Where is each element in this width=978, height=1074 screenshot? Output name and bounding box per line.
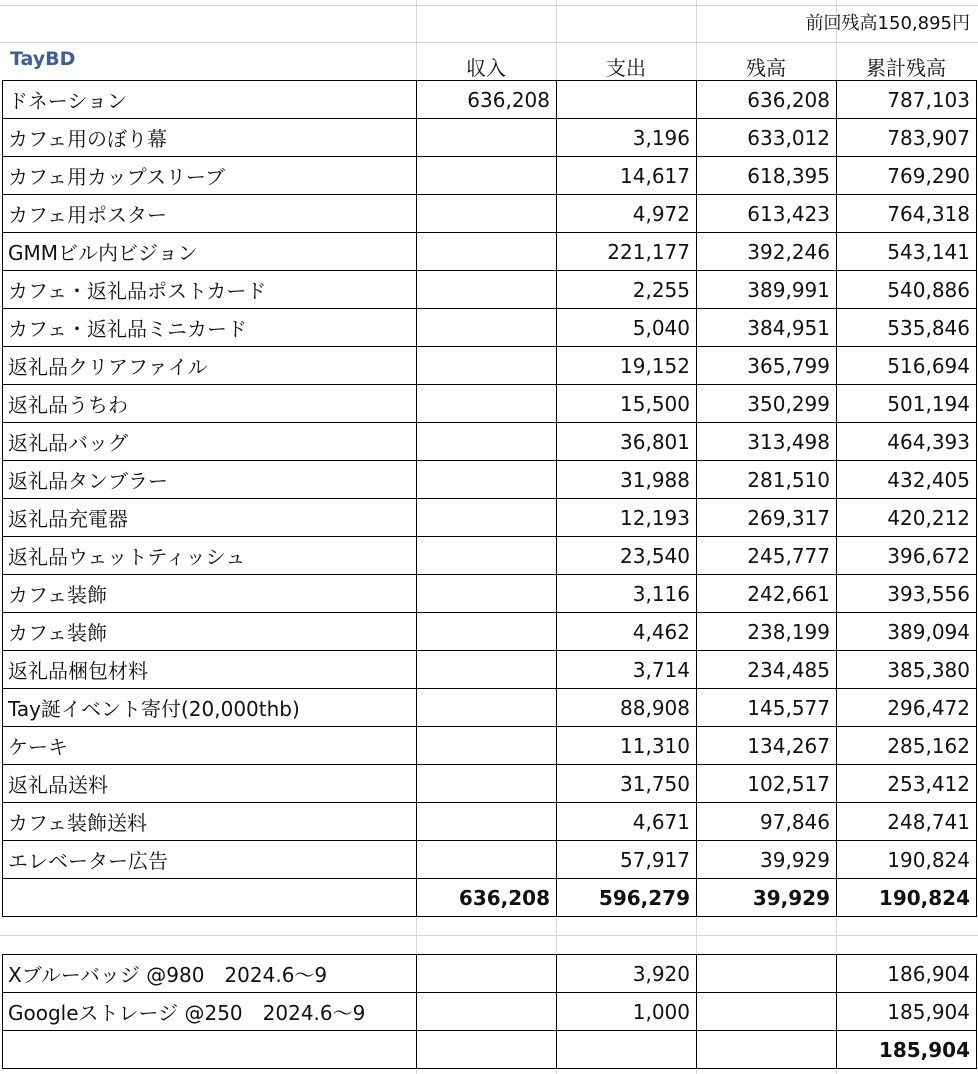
header-expense: 支出 bbox=[606, 56, 646, 80]
balance-cell: 281,510 bbox=[697, 461, 837, 499]
item-cell: カフェ用のぼり幕 bbox=[3, 119, 417, 157]
table-row bbox=[3, 499, 977, 537]
sheet-name: TayBD bbox=[10, 48, 76, 70]
item-cell: 返礼品梱包材料 bbox=[3, 651, 417, 689]
item-cell: 返礼品充電器 bbox=[3, 499, 417, 537]
table-row bbox=[3, 689, 977, 727]
income-cell bbox=[417, 385, 557, 423]
cumulative-cell: 186,904 bbox=[837, 955, 977, 993]
item-cell: 返礼品送料 bbox=[3, 765, 417, 803]
income-cell bbox=[417, 841, 557, 879]
expense-cell: 1,000 bbox=[557, 993, 697, 1031]
subscription-row bbox=[3, 955, 977, 993]
income-cell bbox=[417, 537, 557, 575]
cumulative-cell: 285,162 bbox=[837, 727, 977, 765]
empty-cell bbox=[697, 1031, 837, 1069]
item-cell: Tay誕イベント寄付(20,000thb) bbox=[3, 689, 417, 727]
total-balance: 39,929 bbox=[697, 879, 837, 917]
item-cell: エレベーター広告 bbox=[3, 841, 417, 879]
cumulative-cell: 393,556 bbox=[837, 575, 977, 613]
balance-cell: 365,799 bbox=[697, 347, 837, 385]
total-cumulative: 190,824 bbox=[837, 879, 977, 917]
cumulative-cell: 769,290 bbox=[837, 157, 977, 195]
empty-cell bbox=[417, 1031, 557, 1069]
balance-cell: 392,246 bbox=[697, 233, 837, 271]
expense-cell: 4,671 bbox=[557, 803, 697, 841]
cumulative-cell: 535,846 bbox=[837, 309, 977, 347]
expense-cell bbox=[557, 81, 697, 119]
balance-cell: 613,423 bbox=[697, 195, 837, 233]
table-row bbox=[3, 157, 977, 195]
table-row bbox=[3, 841, 977, 879]
expense-cell: 31,750 bbox=[557, 765, 697, 803]
table-row bbox=[3, 195, 977, 233]
cumulative-cell: 432,405 bbox=[837, 461, 977, 499]
header-cumulative: 累計残高 bbox=[866, 56, 946, 80]
cumulative-cell: 389,094 bbox=[837, 613, 977, 651]
empty-cell bbox=[557, 1031, 697, 1069]
expense-cell: 4,972 bbox=[557, 195, 697, 233]
expense-cell: 23,540 bbox=[557, 537, 697, 575]
table-row bbox=[3, 575, 977, 613]
cumulative-cell: 543,141 bbox=[837, 233, 977, 271]
expense-cell: 12,193 bbox=[557, 499, 697, 537]
cumulative-cell: 253,412 bbox=[837, 765, 977, 803]
balance-cell: 384,951 bbox=[697, 309, 837, 347]
item-cell: カフェ装飾送料 bbox=[3, 803, 417, 841]
income-cell bbox=[417, 689, 557, 727]
expense-cell: 11,310 bbox=[557, 727, 697, 765]
cumulative-cell: 783,907 bbox=[837, 119, 977, 157]
expense-cell: 3,116 bbox=[557, 575, 697, 613]
cumulative-cell: 764,318 bbox=[837, 195, 977, 233]
expense-cell: 4,462 bbox=[557, 613, 697, 651]
expense-cell: 3,714 bbox=[557, 651, 697, 689]
balance-cell bbox=[697, 993, 837, 1031]
income-cell bbox=[417, 423, 557, 461]
income-cell bbox=[417, 613, 557, 651]
balance-cell: 245,777 bbox=[697, 537, 837, 575]
cumulative-cell: 787,103 bbox=[837, 81, 977, 119]
income-cell bbox=[417, 195, 557, 233]
expense-cell: 3,196 bbox=[557, 119, 697, 157]
balance-cell: 633,012 bbox=[697, 119, 837, 157]
balance-cell: 313,498 bbox=[697, 423, 837, 461]
income-cell bbox=[417, 461, 557, 499]
income-cell bbox=[417, 575, 557, 613]
table-row bbox=[3, 613, 977, 651]
expense-cell: 221,177 bbox=[557, 233, 697, 271]
previous-balance: 前回残高150,895円 bbox=[805, 13, 970, 34]
item-cell: Googleストレージ @250 2024.6〜9 bbox=[3, 993, 417, 1031]
item-cell: カフェ装飾 bbox=[3, 613, 417, 651]
income-cell bbox=[417, 499, 557, 537]
final-total: 185,904 bbox=[837, 1031, 977, 1069]
item-cell: Xブルーバッジ @980 2024.6〜9 bbox=[3, 955, 417, 993]
cumulative-cell: 501,194 bbox=[837, 385, 977, 423]
income-cell bbox=[417, 993, 557, 1031]
gridline bbox=[0, 935, 978, 936]
item-cell: 返礼品バッグ bbox=[3, 423, 417, 461]
balance-cell: 145,577 bbox=[697, 689, 837, 727]
table-row bbox=[3, 309, 977, 347]
item-cell: カフェ用ポスター bbox=[3, 195, 417, 233]
income-cell bbox=[417, 803, 557, 841]
income-cell: 636,208 bbox=[417, 81, 557, 119]
cumulative-cell: 396,672 bbox=[837, 537, 977, 575]
balance-cell: 39,929 bbox=[697, 841, 837, 879]
empty-cell bbox=[3, 1031, 417, 1069]
balance-cell: 234,485 bbox=[697, 651, 837, 689]
header-income: 収入 bbox=[466, 56, 506, 80]
table-row bbox=[3, 119, 977, 157]
cumulative-cell: 516,694 bbox=[837, 347, 977, 385]
income-cell bbox=[417, 233, 557, 271]
table-row bbox=[3, 803, 977, 841]
total-income: 636,208 bbox=[417, 879, 557, 917]
balance-cell: 389,991 bbox=[697, 271, 837, 309]
cumulative-cell: 185,904 bbox=[837, 993, 977, 1031]
item-cell: ドネーション bbox=[3, 81, 417, 119]
expense-cell: 88,908 bbox=[557, 689, 697, 727]
income-cell bbox=[417, 651, 557, 689]
income-cell bbox=[417, 727, 557, 765]
cumulative-cell: 190,824 bbox=[837, 841, 977, 879]
cumulative-cell: 248,741 bbox=[837, 803, 977, 841]
table-row bbox=[3, 423, 977, 461]
income-cell bbox=[417, 157, 557, 195]
final-total-row bbox=[3, 1031, 977, 1069]
table-row bbox=[3, 81, 977, 119]
expense-table-body bbox=[3, 81, 977, 917]
item-cell: 返礼品クリアファイル bbox=[3, 347, 417, 385]
subscription-table bbox=[2, 954, 977, 1069]
balance-cell: 350,299 bbox=[697, 385, 837, 423]
subscription-row bbox=[3, 993, 977, 1031]
balance-cell bbox=[697, 955, 837, 993]
balance-cell: 102,517 bbox=[697, 765, 837, 803]
table-row bbox=[3, 347, 977, 385]
cumulative-cell: 420,212 bbox=[837, 499, 977, 537]
expense-cell: 15,500 bbox=[557, 385, 697, 423]
balance-cell: 618,395 bbox=[697, 157, 837, 195]
balance-cell: 238,199 bbox=[697, 613, 837, 651]
subscription-table-body bbox=[3, 955, 977, 1069]
table-row bbox=[3, 537, 977, 575]
table-row bbox=[3, 765, 977, 803]
balance-cell: 269,317 bbox=[697, 499, 837, 537]
expense-cell: 19,152 bbox=[557, 347, 697, 385]
item-cell: カフェ・返礼品ポストカード bbox=[3, 271, 417, 309]
table-row bbox=[3, 271, 977, 309]
item-cell: GMMビル内ビジョン bbox=[3, 233, 417, 271]
balance-cell: 636,208 bbox=[697, 81, 837, 119]
balance-cell: 97,846 bbox=[697, 803, 837, 841]
expense-table bbox=[2, 80, 977, 917]
cumulative-cell: 540,886 bbox=[837, 271, 977, 309]
table-row bbox=[3, 651, 977, 689]
income-cell bbox=[417, 119, 557, 157]
expense-cell: 57,917 bbox=[557, 841, 697, 879]
item-cell: ケーキ bbox=[3, 727, 417, 765]
item-cell: カフェ装飾 bbox=[3, 575, 417, 613]
income-cell bbox=[417, 271, 557, 309]
expense-cell: 36,801 bbox=[557, 423, 697, 461]
income-cell bbox=[417, 309, 557, 347]
item-cell: 返礼品うちわ bbox=[3, 385, 417, 423]
expense-cell: 5,040 bbox=[557, 309, 697, 347]
item-cell: 返礼品ウェットティッシュ bbox=[3, 537, 417, 575]
expense-cell: 31,988 bbox=[557, 461, 697, 499]
expense-cell: 14,617 bbox=[557, 157, 697, 195]
income-cell bbox=[417, 955, 557, 993]
cumulative-cell: 464,393 bbox=[837, 423, 977, 461]
balance-cell: 134,267 bbox=[697, 727, 837, 765]
header-balance: 残高 bbox=[746, 56, 786, 80]
totals-row bbox=[3, 879, 977, 917]
cumulative-cell: 385,380 bbox=[837, 651, 977, 689]
cumulative-cell: 296,472 bbox=[837, 689, 977, 727]
table-row bbox=[3, 727, 977, 765]
expense-cell: 2,255 bbox=[557, 271, 697, 309]
item-cell: 返礼品タンブラー bbox=[3, 461, 417, 499]
total-expense: 596,279 bbox=[557, 879, 697, 917]
totals-label-cell bbox=[3, 879, 417, 917]
item-cell: カフェ用カップスリーブ bbox=[3, 157, 417, 195]
table-row bbox=[3, 233, 977, 271]
income-cell bbox=[417, 347, 557, 385]
income-cell bbox=[417, 765, 557, 803]
table-row bbox=[3, 385, 977, 423]
balance-cell: 242,661 bbox=[697, 575, 837, 613]
table-row bbox=[3, 461, 977, 499]
expense-cell: 3,920 bbox=[557, 955, 697, 993]
item-cell: カフェ・返礼品ミニカード bbox=[3, 309, 417, 347]
